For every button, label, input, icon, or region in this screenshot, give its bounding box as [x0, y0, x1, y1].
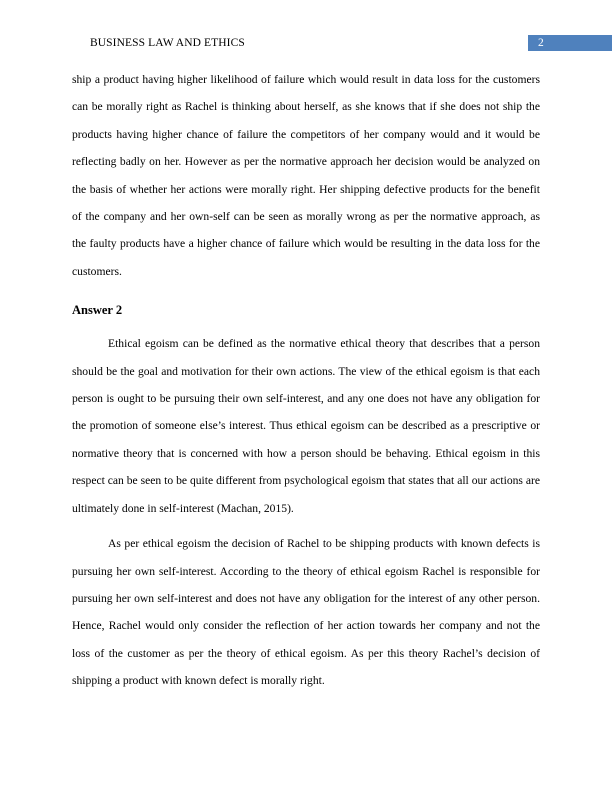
- page-number-badge: [528, 35, 612, 51]
- paragraph-continued: ship a product having higher likelihood of failure which would result in data loss for the customers can be morally right as Rachel is thinking about herself, as she knows that if she does not ship the products having higher chance of failure the competitors of her company would and it would be reflecting badly on her. However as per the normative approach her decision would be analyzed on the basis of whether her actions were morally right. Her shipping defective products for the benefit of the company and her own-self can be seen as morally wrong as per the normative approach, as the faulty products have a higher chance of failure which would be resulting in the data loss for the customers.: [72, 73, 540, 278]
- paragraph-ethical-egoism-application: As per ethical egoism the decision of Rachel to be shipping products with known defects is pursuing her own self-interest. According to the theory of ethical egoism Rachel is responsible for pursuing her own self-interest and does not have any obligation for the interest of any other person. Hence, Rachel would only consider the reflection of her action towards her company and not the loss of the customer as per the theory of ethical egoism. As per this theory Rachel’s decision of shipping a product with known defect is morally right.: [72, 537, 540, 688]
- document-body: [72, 66, 540, 695]
- paragraph-ethical-egoism-definition: Ethical egoism can be defined as the normative ethical theory that describes that a person should be the goal and motivation for their own actions. The view of the ethical egoism is that each person is ought to be pursuing their own self-interest, and any one does not have any obligation for the promotion of someone else’s interest. Thus ethical egoism can be described as a prescriptive or normative theory that is concerned with how a person should be behaving. Ethical egoism in this respect can be seen to be quite different from psychological egoism that states that all our actions are ultimately done in self-interest (Machan, 2015).: [72, 337, 540, 515]
- section-heading: Answer 2: [72, 303, 123, 318]
- running-header-title: BUSINESS LAW AND ETHICS: [90, 37, 245, 49]
- page-number: 2: [538, 37, 544, 49]
